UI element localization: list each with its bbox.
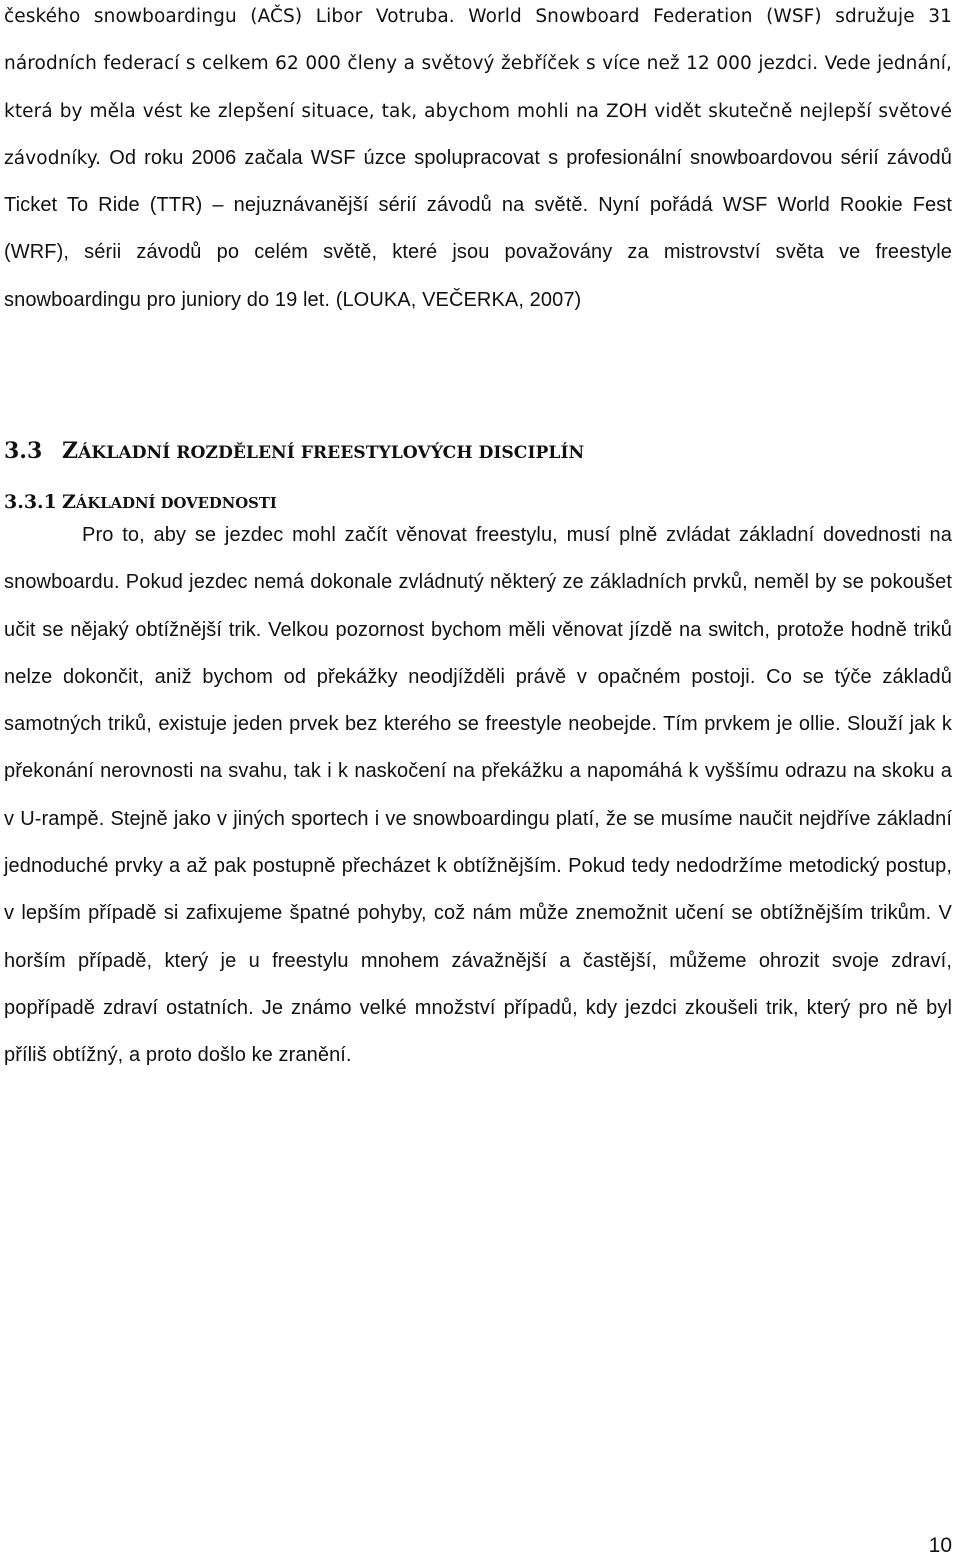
section-title: ÁKLADNÍ ROZDĚLENÍ FREESTYLOVÝCH DISCIPLÍN [78, 443, 585, 463]
subsection-heading [4, 491, 277, 513]
subsection-title-initial: Z [62, 491, 76, 513]
paragraph-wsf-history [4, 0, 952, 324]
page-number: 10 [928, 1534, 952, 1557]
section-heading [4, 438, 584, 464]
section-title-initial: Z [62, 438, 79, 464]
subsection-title: ÁKLADNÍ DOVEDNOSTI [75, 495, 277, 512]
paragraph-wsf-history-part-a: českého snowboardingu (AČS) Libor Votruba. World Snowboard Federation (WSF) sdružuje 31 národních federací s celkem 62 000 členy a světový žebříček s více než 12 000 jezdci. Vede jednání, která by měla vést ke zlepšení situace, tak, abychom mohli na ZOH vidět skutečně nejlepší světové závodníky. [4, 6, 952, 169]
subsection-number: 3.3.1 [4, 491, 57, 513]
paragraph-basic-skills: Pro to, aby se jezdec mohl začít věnovat freestylu, musí plně zvládat základní dovednosti na snowboardu. Pokud jezdec nemá dokonale zvládnutý některý ze základních prvků, neměl by se pokoušet učit se nějaký obtížnější trik. Velkou pozornost bychom měli věnovat jízdě na switch, protože hodně triků nelze dokončit, aniž bychom od překážky neodjížděli právě v opačném postoji. Co se týče základů samotných triků, existuje jeden prvek bez kterého se freestyle neobejde. Tím prvkem je ollie. Slouží jak k překonání nerovnosti na svahu, tak i k naskočení na překážku a napomáhá k vyššímu odrazu na skoku a v U-rampě. Stejně jako v jiných sportech i ve snowboardingu platí, že se musíme naučit nejdříve základní jednoduché prvky a až pak postupně přecházet k obtížnějším. Pokud tedy nedodržíme metodický postup, v lepším případě si zafixujeme špatné pohyby, což nám může znemožnit učení se obtížnějším trikům. V horším případě, který je u freestylu mnohem závažnější a častější, můžeme ohrozit svoje zdraví, popřípadě zdraví ostatních. Je známo velké množství případů, kdy jezdci zkoušeli trik, který pro ně byl příliš obtížný, a proto došlo ke zranění. [4, 524, 952, 1067]
section-number: 3.3 [4, 438, 43, 464]
paragraph-wsf-history-part-b: Od roku 2006 začala WSF úzce spolupracovat s profesionální snowboardovou sérií závodů Ticket To Ride (TTR) – nejuznávanější sérií závodů na světě. Nyní pořádá WSF World Rookie Fest (WRF), sérii závodů po celém světě, které jsou považovány za mistrovství světa ve freestyle snowboardingu pro juniory do 19 let. (LOUKA, VEČERKA, 2007) [4, 146, 952, 311]
